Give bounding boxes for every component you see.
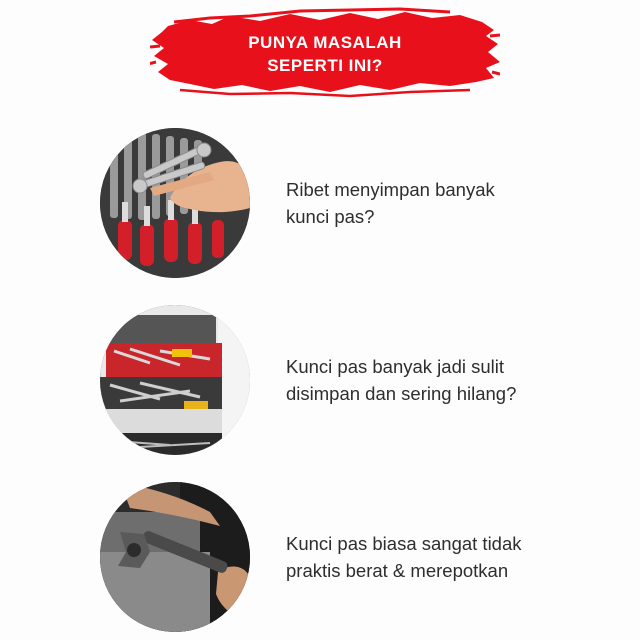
header-banner [150,6,500,98]
problem-text-2 [286,305,576,455]
problem-item-2 [100,305,570,455]
problem-text-1 [286,128,576,278]
header-title-line2: SEPERTI INI? [267,56,383,75]
problem-2-line2: disimpan dan sering hilang? [286,383,517,404]
problem-2-line1: Kunci pas banyak jadi sulit [286,356,505,377]
problem-3-line2: praktis berat & merepotkan [286,560,509,581]
problem-3-line1: Kunci pas biasa sangat tidak [286,533,522,554]
header-title [150,31,500,77]
problem-item-3 [100,482,570,632]
header-title-line1: PUNYA MASALAH [248,33,402,52]
adjustable-wrench-photo [100,482,250,632]
messy-toolbox-photo [100,305,250,455]
problem-item-1 [100,128,570,278]
hand-holding-wrenches-photo [100,128,250,278]
problem-text-3 [286,482,576,632]
problem-1-line2: kunci pas? [286,206,375,227]
problem-1-line1: Ribet menyimpan banyak [286,179,495,200]
